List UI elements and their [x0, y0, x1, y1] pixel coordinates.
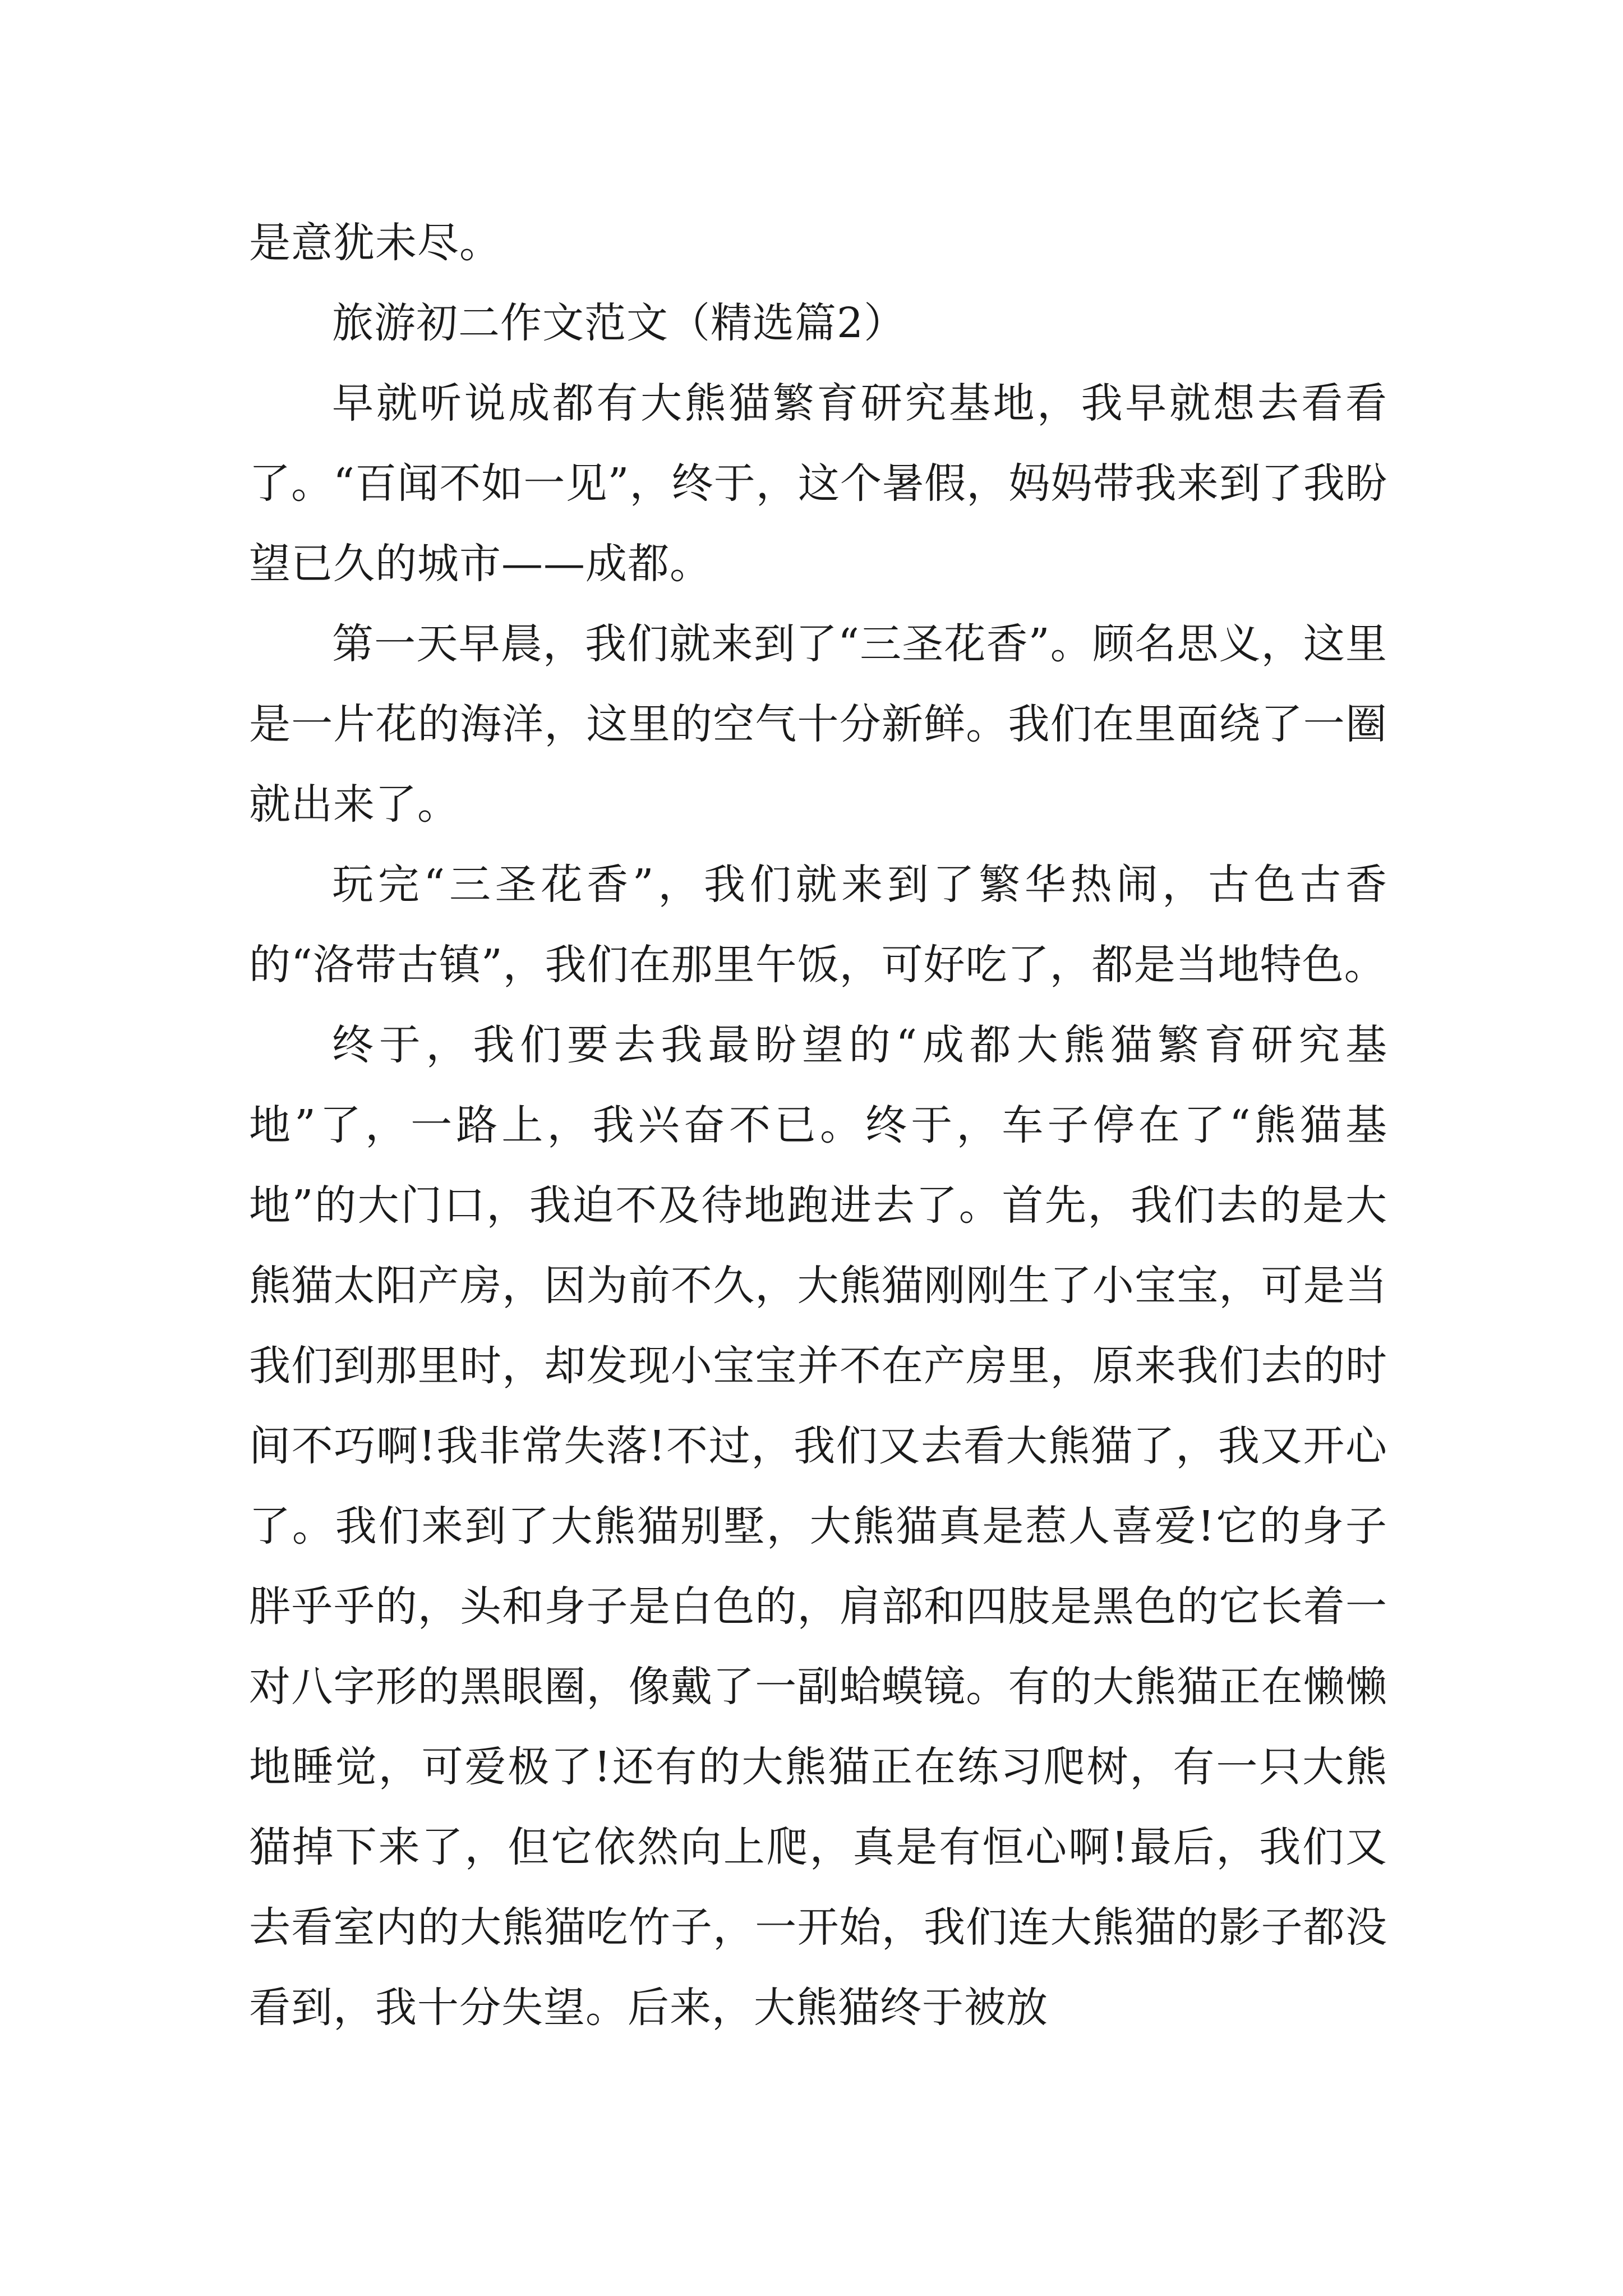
paragraph-continuation: 是意犹未尽。 [249, 219, 501, 267]
essay-heading: 旅游初二作文范文（精选篇2） [332, 299, 906, 347]
paragraph-intro: 早就听说成都有大熊猫繁育研究基地，我早就想去看看了。“百闻不如一见”，终于，这个暑假，妈妈带我来到了我盼望已久的城市——成都。 [249, 379, 1387, 588]
paragraph-panda-base: 终于，我们要去我最盼望的“成都大熊猫繁育研究基地”了，一路上，我兴奋不已。终于，车子停在了“熊猫基地”的大门口，我迫不及待地跑进去了。首先，我们去的是大熊猫太阳产房，因为前不久，大熊猫刚刚生了小宝宝，可是当我们到那里时，却发现小宝宝并不在产房里，原来我们去的时间不巧啊!我非常失落!不过，我们又去看大熊猫了，我又开心了。我们来到了大熊猫别墅，大熊猫真是惹人喜爱!它的身子胖乎乎的，头和身子是白色的，肩部和四肢是黑色的它长着一对八字形的黑眼圈，像戴了一副蛤蟆镜。有的大熊猫正在懒懒地睡觉，可爱极了!还有的大熊猫正在练习爬树，有一只大熊猫掉下来了，但它依然向上爬，真是有恒心啊!最后，我们又去看室内的大熊猫吃竹子，一开始，我们连大熊猫的影子都没看到，我十分失望。后来，大熊猫终于被放 [249, 1021, 1387, 2032]
paragraph-sansheng-huaxiang: 第一天早晨，我们就来到了“三圣花香”。顾名思义，这里是一片花的海洋，这里的空气十分新鲜。我们在里面绕了一圈就出来了。 [249, 620, 1387, 829]
paragraph-luodai-town: 玩完“三圣花香”，我们就来到了繁华热闹，古色古香的“洛带古镇”，我们在那里午饭，可好吃了，都是当地特色。 [249, 861, 1387, 989]
document-body [249, 203, 1387, 2048]
